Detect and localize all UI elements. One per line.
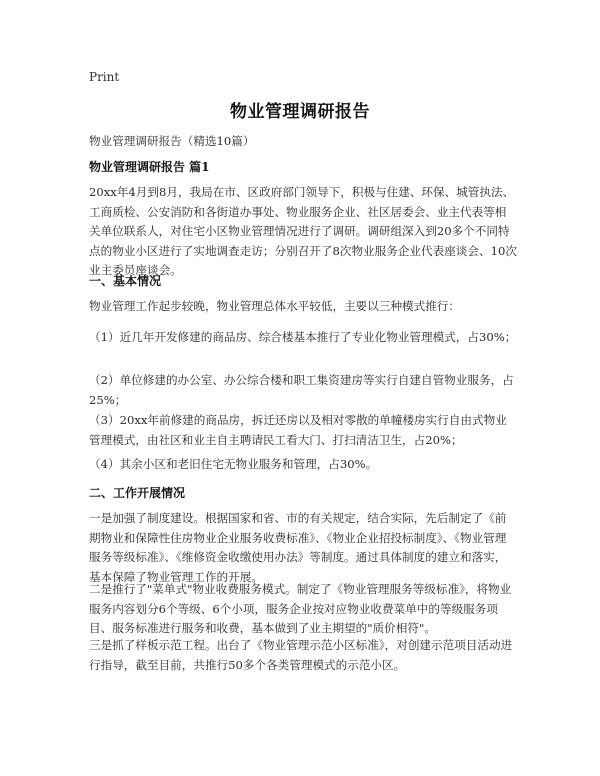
basic-lead-paragraph: 物业管理工作起步较晚，物业管理总体水平较低，主要以三种模式推行： xyxy=(89,299,461,313)
work-paragraph: 二是推行了"菜单式"物业收费服务模式。制定了《物业管理服务等级标准》，将物业服务内容划分6个等级、6个小项，服务企业按对应物业收费菜单中的等级服务项目、服务标准进行服务和收费，基本做到了业主期望的"质价相符"。 xyxy=(89,582,512,635)
section-heading-basic: 一、基本情况 xyxy=(89,274,162,288)
print-link[interactable]: Print xyxy=(89,70,120,84)
page-title: 物业管理调研报告 xyxy=(230,102,370,122)
list-item: （2）单位修建的办公室、办公综合楼和职工集资建房等实行自建自管物业服务，占25%； xyxy=(89,373,514,407)
document-subtitle: 物业管理调研报告（精选10篇） xyxy=(89,134,255,148)
list-item: （4）其余小区和老旧住宅无物业服务和管理，占30%。 xyxy=(89,457,378,471)
list-item: （3）20xx年前修建的商品房，拆迁还房以及相对零散的单幢楼房实行自由式物业管理模式，由社区和业主自主聘请民工看大门、打扫清洁卫生，占20%； xyxy=(89,413,507,447)
work-paragraph: 三是抓了样板示范工程。出台了《物业管理示范小区标准》，对创建示范项目活动进行指导，截至目前，共推行50多个各类管理模式的示范小区。 xyxy=(89,638,513,672)
intro-paragraph: 20xx年4月到8月，我局在市、区政府部门领导下，积极与住建、环保、城管执法、工商质检、公安消防和各街道办事处、物业服务企业、社区居委会、业主代表等相关单位联系人，对住宅小区物业管理情况进行了调研。调研组深入到20多个不同特点的物业小区进行了实地调查走访；分别召开了8次物业服务企业代表座谈会、10次业主委员座谈会。 xyxy=(89,185,517,277)
work-paragraph: 一是加强了制度建设。根据国家和省、市的有关规定，结合实际，先后制定了《前期物业和保障性住房物业企业服务收费标准》、《物业企业招投标制度》、《物业管理服务等级标准》、《维修资金收缴使用办法》等制度。通过具体制度的建立和落实，基本保障了物业管理工作的开展。 xyxy=(89,511,507,584)
list-item: （1）近几年开发修建的商品房、综合楼基本推行了专业化物业管理模式，占30%； xyxy=(89,330,517,344)
section-heading-work: 二、工作开展情况 xyxy=(89,486,186,500)
article-heading: 物业管理调研报告 篇1 xyxy=(89,160,210,174)
